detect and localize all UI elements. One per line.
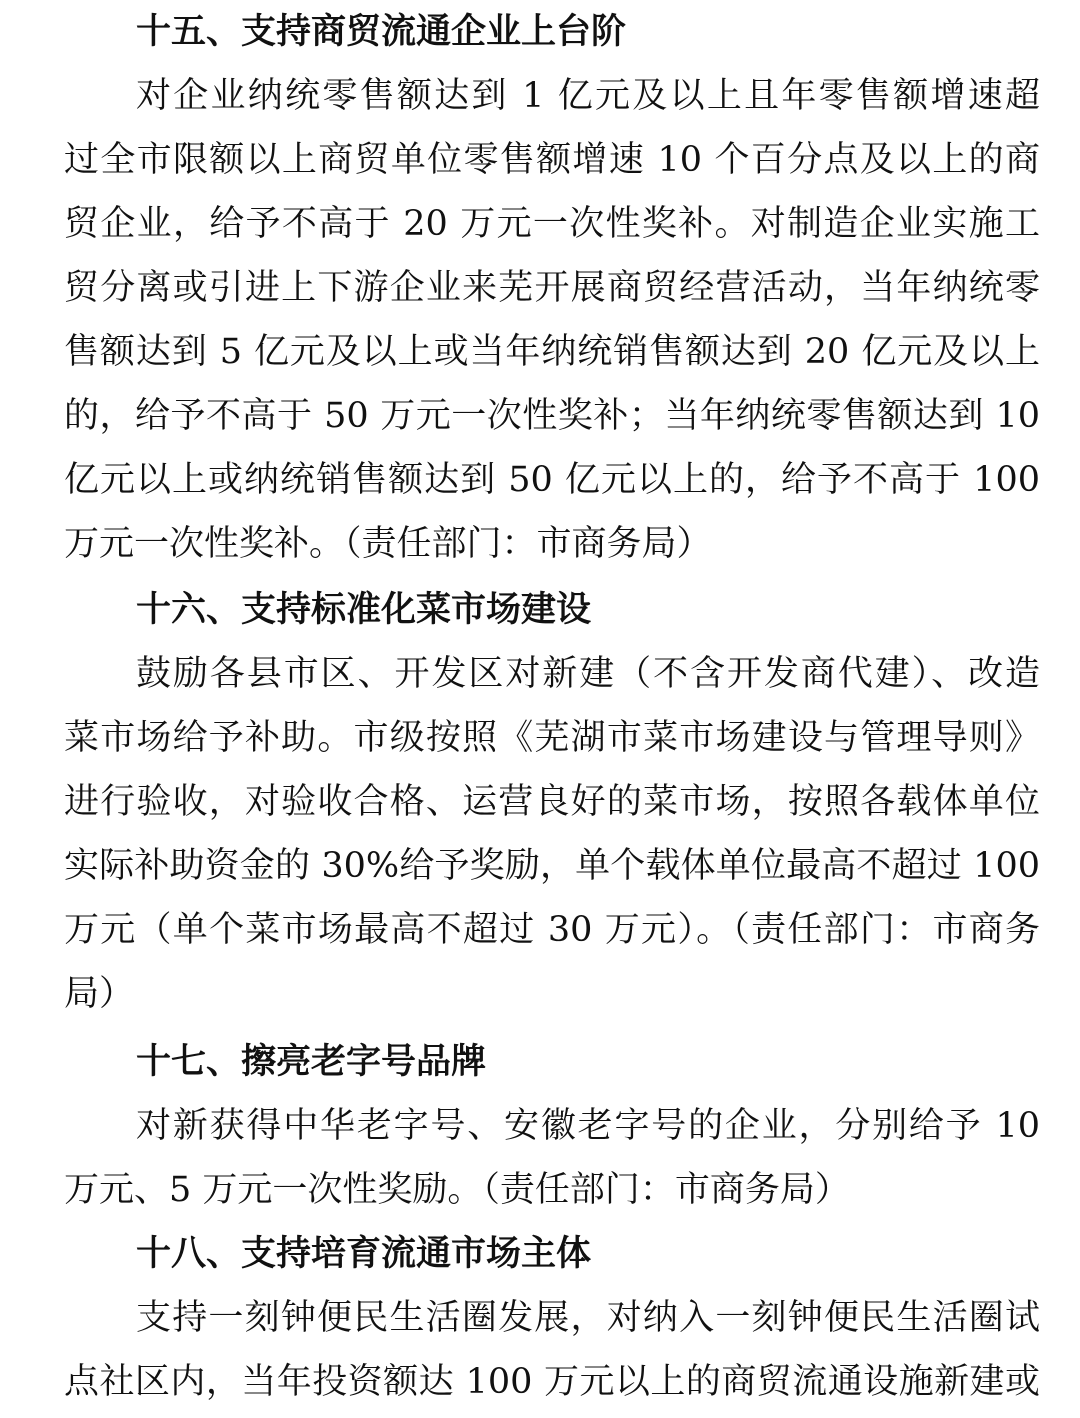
paragraph-line: 万元（单个菜市场最高不超过 30 万元）。（责任部门：市商务: [64, 910, 1040, 950]
section-heading: 十六、支持标准化菜市场建设: [136, 589, 592, 630]
paragraph-line: 对新获得中华老字号、安徽老字号的企业，分别给予 10: [136, 1106, 1040, 1146]
paragraph-line: 支持一刻钟便民生活圈发展，对纳入一刻钟便民生活圈试: [136, 1298, 1040, 1338]
paragraph-line: 贸企业，给予不高于 20 万元一次性奖补。对制造企业实施工: [64, 204, 1040, 244]
paragraph-line: 亿元以上或纳统销售额达到 50 亿元以上的，给予不高于 100: [64, 460, 1040, 500]
section-heading: 十七、擦亮老字号品牌: [136, 1041, 487, 1082]
paragraph-line: 售额达到 5 亿元及以上或当年纳统销售额达到 20 亿元及以上: [64, 332, 1040, 372]
section-heading: 十五、支持商贸流通企业上台阶: [136, 11, 627, 52]
paragraph-line: 贸分离或引进上下游企业来芜开展商贸经营活动，当年纳统零: [64, 268, 1040, 308]
paragraph-line: 菜市场给予补助。市级按照《芜湖市菜市场建设与管理导则》: [64, 718, 1040, 758]
paragraph-line: 万元、5 万元一次性奖励。（责任部门：市商务局）: [64, 1170, 850, 1210]
paragraph-line: 对企业纳统零售额达到 1 亿元及以上且年零售额增速超: [136, 76, 1040, 116]
paragraph-line: 进行验收，对验收合格、运营良好的菜市场，按照各载体单位: [64, 782, 1040, 822]
paragraph-line: 的，给予不高于 50 万元一次性奖补；当年纳统零售额达到 10: [64, 396, 1040, 436]
paragraph-line: 鼓励各县市区、开发区对新建（不含开发商代建）、改造: [136, 654, 1040, 694]
paragraph-line: 过全市限额以上商贸单位零售额增速 10 个百分点及以上的商: [64, 140, 1040, 180]
paragraph-line: 万元一次性奖补。（责任部门：市商务局）: [64, 524, 712, 564]
paragraph-line: 局）: [64, 974, 135, 1014]
paragraph-line: 实际补助资金的 30%给予奖励，单个载体单位最高不超过 100: [64, 846, 1040, 886]
section-heading: 十八、支持培育流通市场主体: [136, 1233, 592, 1274]
paragraph-line: 点社区内，当年投资额达 100 万元以上的商贸流通设施新建或: [64, 1362, 1040, 1402]
